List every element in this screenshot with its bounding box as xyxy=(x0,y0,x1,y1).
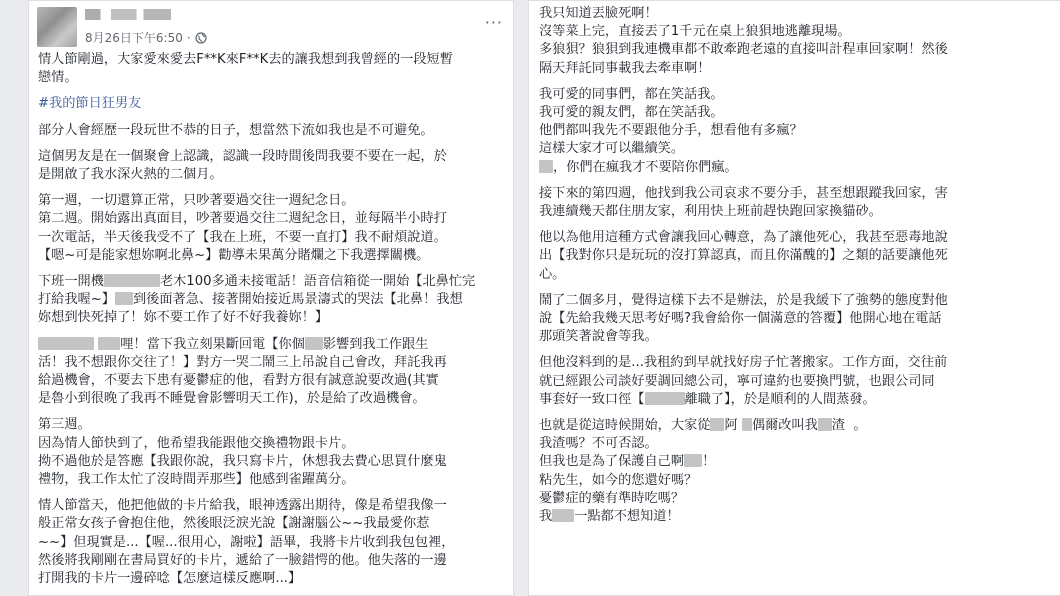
text-line: 第一週，一切還算正常，只吵著要過交往一週紀念日。 xyxy=(38,193,355,209)
avatar[interactable] xyxy=(37,7,77,47)
text-fragment: 離職了】，於是順利的人間蒸發。 xyxy=(684,391,876,407)
text-line: 情人節當天，他把他做的卡片給我，眼神透露出期待，像是希望我像一 xyxy=(38,498,447,514)
text-line: 就已經跟公司談好要調回總公司，寧可違約也要換門號，也跟公司同 xyxy=(539,373,935,389)
text-line: 打開我的卡片一邊碎唸【怎麼這樣反應啊...】 xyxy=(38,571,302,587)
paragraph xyxy=(38,122,505,140)
hashtag-link[interactable]: #我的節日狂男友 xyxy=(38,96,142,112)
redacted-text xyxy=(98,337,120,350)
paragraph xyxy=(38,51,505,87)
redacted-text xyxy=(38,337,94,350)
post-header xyxy=(29,1,513,51)
post-card-right xyxy=(528,0,1060,596)
text-line: 因為情人節快到了，他希望我能跟他交換禮物跟卡片。 xyxy=(38,435,355,451)
text-fragment: 老木100多通未接電話！語音信箱從一開始【北鼻忙完 xyxy=(159,274,476,290)
text-line: 部分人會經歷一段玩世不恭的日子，想當然下流如我也是不可避免。 xyxy=(38,122,434,138)
text-line: 是開啟了我水深火熱的二個月。 xyxy=(38,167,223,183)
paragraph xyxy=(38,273,505,328)
post-meta xyxy=(85,29,207,46)
redacted-text xyxy=(539,160,553,173)
text-line: 他們都叫我先不要跟他分手，想看他有多瘋？ xyxy=(539,123,803,139)
more-options-icon[interactable]: ··· xyxy=(484,13,503,32)
text-fragment: 打給我喔~】 xyxy=(38,292,115,308)
text-line: 一次電話，半天後我受不了【我在上班，不要一直打】我不耐煩說道。 xyxy=(38,229,447,245)
redacted-text xyxy=(104,274,160,287)
text-line: 說【先給我幾天思考好嗎?我會給你一個滿意的答覆】他開心地在電話 xyxy=(539,311,942,327)
paragraph xyxy=(539,185,1059,221)
text-line: 拗不過他於是答應【我跟你說，我只寫卡片，休想我去費心思買什麼鬼 xyxy=(38,453,447,469)
text-line: 隔天拜託同事載我去牽車啊！ xyxy=(539,60,711,76)
text-fragment: 但我也是為了保護自己啊 xyxy=(539,454,685,470)
paragraph xyxy=(539,229,1059,284)
text-line: 我渣嗎？不可否認。 xyxy=(539,436,658,452)
text-line: 我可愛的同事們，都在笑話我。 xyxy=(539,86,724,102)
text-line: 多狼狽？狼狽到我連機車都不敢牽跑老遠的直接叫計程車回家啊！然後 xyxy=(539,42,948,58)
text-fragment: 渣 xyxy=(831,418,845,434)
text-line: 但他沒料到的是...我租約到早就找好房子忙著搬家。工作方面，交往前 xyxy=(539,355,948,371)
redacted-text xyxy=(742,418,752,431)
text-line: 憂鬱症的藥有準時吃嗎？ xyxy=(539,490,685,506)
text-line xyxy=(38,273,505,291)
text-line: 他以為他用這種方式會讓我回心轉意，為了讓他死心，我甚至惡毒地說 xyxy=(539,230,948,246)
paragraph xyxy=(38,148,505,184)
paragraph xyxy=(38,192,505,265)
text-line: 粘先生，如今的您還好嗎？ xyxy=(539,472,698,488)
meta-separator: · xyxy=(186,30,191,45)
text-line: 第三週。 xyxy=(38,417,91,433)
redacted-text xyxy=(818,418,832,431)
text-fragment: 影響到我工作跟生 xyxy=(322,336,429,352)
text-line: 般正常女孩子會抱住他，然後眼泛淚光說【謝謝腦公~~我最愛你惹 xyxy=(38,516,430,532)
text-line: 禮物，我工作太忙了沒時間弄那些】他感到雀躍萬分。 xyxy=(38,472,355,488)
globe-icon xyxy=(195,32,207,44)
paragraph xyxy=(539,354,1059,409)
text-line: ~~】但現實是...【喔...很用心，謝啦】語畢，我將卡片收到我包包裡， xyxy=(38,534,455,550)
text-line: 接下來的第四週，他找到我公司哀求不要分手，甚至想跟蹤我回家，害 xyxy=(539,185,948,201)
text-line: 戀情。 xyxy=(38,70,78,86)
paragraph xyxy=(38,95,505,113)
text-line: 那頭笑著說會等我。 xyxy=(539,329,658,345)
text-line: 妳想到快死掉了！妳不要工作了好不好我養妳！】 xyxy=(38,310,329,326)
post-body-right xyxy=(529,1,1060,526)
text-line: 出【我對你只是玩玩的沒打算認真，而且你滿醜的】之類的話要讓他死 xyxy=(539,248,948,264)
text-fragment: 下班一開機 xyxy=(38,274,104,290)
text-line xyxy=(38,336,505,354)
text-line xyxy=(539,159,1059,177)
text-line: 【嗯~可是能家想妳啊北鼻~】勸導未果萬分賭爛之下我選擇關機。 xyxy=(38,247,430,263)
text-fragment: 偶爾改叫我 xyxy=(751,418,818,434)
paragraph xyxy=(38,497,505,588)
post-timestamp[interactable]: 8月26日下午6:50 xyxy=(85,31,183,45)
text-line: 情人節剛過，大家愛來愛去F**K來F**K去的讓我想到我曾經的一段短暫 xyxy=(38,52,453,67)
text-line xyxy=(539,453,1059,471)
text-line: 沒等菜上完，直接丟了1千元在桌上狼狽地逃離現場。 xyxy=(539,24,851,40)
text-line: 第二週。開始露出真面目，吵著要過交往二週紀念日，並每隔半小時打 xyxy=(38,211,447,227)
text-line: 給過機會，不要去下患有憂鬱症的他，看對方很有誠意說要改過(其實 xyxy=(38,373,439,389)
text-line: 這樣大家才可以繼續笑。 xyxy=(539,141,685,157)
text-fragment: 也就是從這時候開始，大家從 xyxy=(539,418,711,434)
text-fragment: ！ xyxy=(702,454,716,470)
paragraph xyxy=(539,86,1059,177)
text-line: 鬧了二個多月，覺得這樣下去不是辦法，於是我緩下了強勢的態度對他 xyxy=(539,292,948,308)
redacted-text xyxy=(305,337,323,350)
text-line xyxy=(539,508,1059,526)
redacted-text xyxy=(645,392,685,405)
text-fragment: 哩！當下我立刻果斷回電【你個 xyxy=(120,336,305,352)
text-fragment: 阿 xyxy=(724,418,738,434)
paragraph xyxy=(539,292,1059,347)
redacted-text xyxy=(710,418,724,431)
text-fragment: 到後面著急、接著開始接近馬景濤式的哭法【北鼻！我想 xyxy=(133,292,463,308)
text-line xyxy=(38,291,505,309)
text-line: 我只知道丟臉死啊！ xyxy=(539,6,658,21)
redacted-text xyxy=(684,454,702,467)
redacted-text xyxy=(552,509,574,522)
text-line: 是魯小到很晚了我再不睡覺會影響明天工作)，於是給了改過機會。 xyxy=(38,391,426,407)
text-line: 然後將我剛剛在書局買好的卡片，遞給了一臉錯愕的他。他失落的一邊 xyxy=(38,552,447,568)
text-line: 活！我不想跟你交往了！】對方一哭二鬧三上吊說自己會改，拜託我再 xyxy=(38,354,447,370)
paragraph xyxy=(539,5,1059,78)
redacted-text xyxy=(115,292,133,305)
paragraph xyxy=(38,336,505,409)
text-line: 我可愛的親友們，都在笑話我。 xyxy=(539,105,724,121)
text-line: 心。 xyxy=(539,266,566,282)
paragraph xyxy=(539,417,1059,526)
text-line: 我連續幾天都住朋友家，利用快上班前趕快跑回家換貓砂。 xyxy=(539,204,882,220)
post-card-left xyxy=(28,0,514,596)
text-line xyxy=(539,391,1059,409)
paragraph xyxy=(38,416,505,489)
text-fragment: 。 xyxy=(853,418,867,434)
author-name-redacted[interactable] xyxy=(85,9,171,20)
text-fragment: 我 xyxy=(539,509,553,525)
text-line xyxy=(539,417,1059,435)
text-fragment: 事套好一致口徑【 xyxy=(539,391,645,407)
text-line: 這個男友是在一個聚會上認識，認識一段時間後問我要不要在一起，於 xyxy=(38,148,447,164)
text-fragment: ，你們在瘋我才不要陪你們瘋。 xyxy=(553,159,738,175)
text-fragment: 一點都不想知道！ xyxy=(574,509,680,525)
post-body-left xyxy=(29,51,513,588)
